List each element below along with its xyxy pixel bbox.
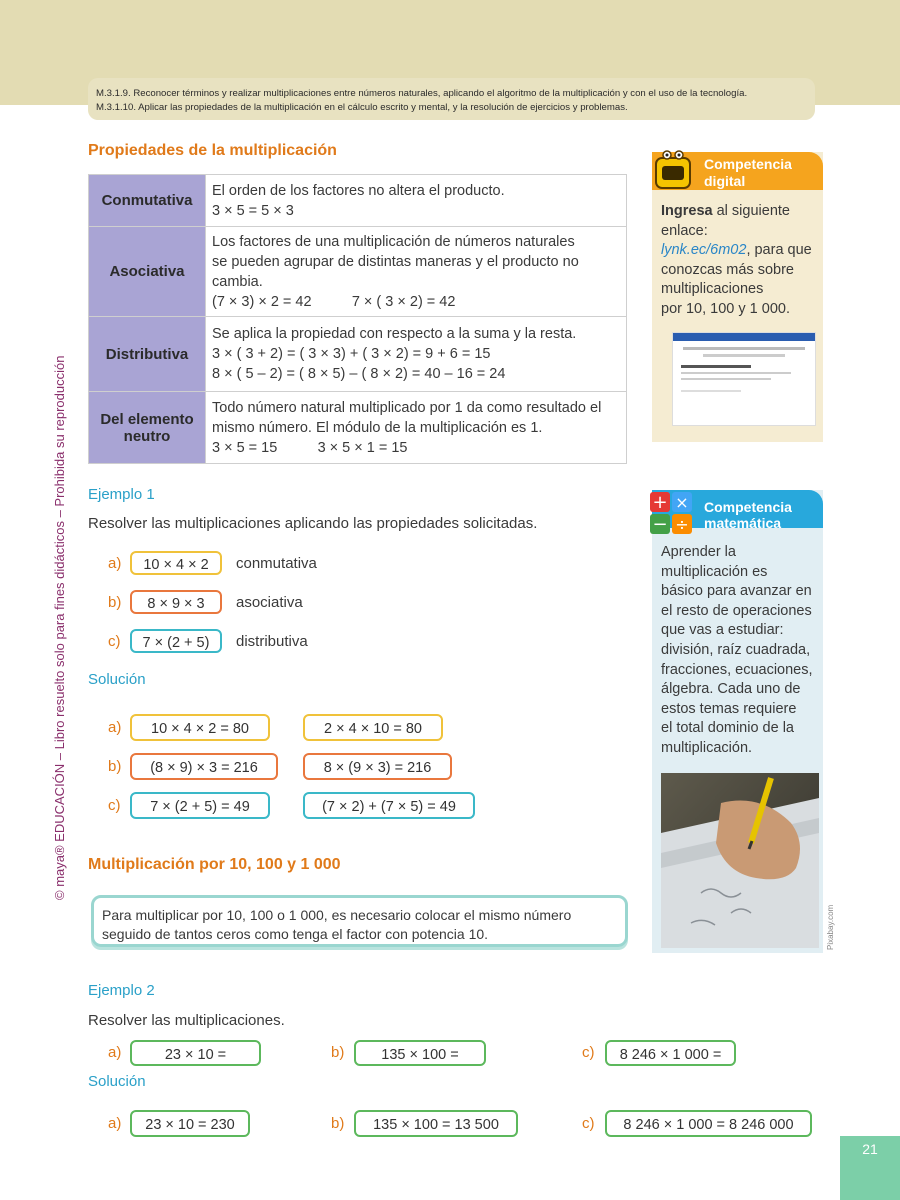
callout-line: Para multiplicar por 10, 100 o 1 000, es necesario colocar el mismo número (102, 907, 572, 923)
expr-box: 7 × (2 + 5) (130, 629, 222, 653)
desc-line: 3 × 5 = 15 3 × 5 × 1 = 15 (212, 439, 408, 456)
property-hint: asociativa (236, 594, 303, 611)
section-title-properties: Propiedades de la multiplicación (88, 142, 337, 159)
card-digital-line: multiplicaciones (661, 281, 764, 297)
solution-box: 8 × (9 × 3) = 216 (303, 753, 452, 780)
hand-writing-photo (661, 773, 819, 948)
property-description (206, 317, 627, 392)
property-description (206, 392, 627, 464)
example1-title: Ejemplo 1 (88, 486, 155, 503)
solution1-title: Solución (88, 671, 146, 688)
callout-line: seguido de tantos ceros como tenga el factor con potencia 10. (102, 926, 489, 942)
svg-text:+: + (652, 492, 668, 513)
solution-box: 2 × 4 × 10 = 80 (303, 714, 443, 741)
card-digital-text: , para que (746, 242, 812, 258)
card-math-title-2: matemática (704, 515, 782, 531)
desc-line: mismo número. El módulo de la multiplicación es 1. (212, 419, 543, 436)
expr-box: 10 × 4 × 2 (130, 551, 222, 575)
desc-line: Los factores de una multiplicación de números naturales (212, 233, 575, 250)
objective-2: M.3.1.10. Aplicar las propiedades de la multiplicación en el cálculo escrito y mental, y la resolución de ejercicios y problemas. (96, 102, 628, 113)
card-digital-competence (652, 152, 823, 442)
svg-text:×: × (675, 493, 689, 512)
table-row (89, 317, 627, 392)
solution-box: 10 × 4 × 2 = 80 (130, 714, 270, 741)
card-math-line: Aprender la (661, 544, 736, 560)
card-digital-line: por 10, 100 y 1 000. (661, 301, 790, 317)
card-digital-line (661, 202, 790, 222)
section-title-mult-10: Multiplicación por 10, 100 y 1 000 (88, 856, 341, 873)
card-digital-link[interactable]: lynk.ec/6m02 (661, 242, 747, 258)
card-math-line: básico para avanzar en (661, 583, 812, 600)
card-digital-bold: Ingresa (661, 203, 713, 219)
properties-table (88, 174, 627, 464)
math-symbols-icon (648, 490, 698, 538)
item-label: a) (108, 1115, 122, 1132)
card-math-line: estos temas requiere (661, 700, 797, 717)
card-math-line: multiplicación. (661, 739, 753, 756)
item-label: c) (108, 797, 121, 814)
desc-line: 8 × ( 5 – 2) = ( 8 × 5) – ( 8 × 2) = 40 – 16 = 24 (212, 366, 506, 382)
photo-credit-text: Pixabay.com (826, 904, 835, 950)
card-math-competence (652, 490, 835, 953)
card-math-line: el total dominio de la (661, 720, 794, 737)
item-label: a) (108, 555, 122, 572)
solution-box: 7 × (2 + 5) = 49 (130, 792, 270, 819)
item-label: a) (108, 719, 122, 736)
table-row (89, 175, 627, 227)
card-digital-text: al siguiente (712, 203, 790, 219)
item-label: b) (331, 1044, 345, 1061)
table-row (89, 227, 627, 317)
rule-callout (91, 895, 628, 947)
solution-box: (8 × 9) × 3 = 216 (130, 753, 278, 780)
property-name: Asociativa (89, 227, 206, 317)
solution-box: 8 246 × 1 000 = 8 246 000 (605, 1110, 812, 1137)
sidebar-copyright (50, 320, 74, 900)
solution2-title: Solución (88, 1073, 146, 1090)
item-label: b) (331, 1115, 345, 1132)
robot-icon (648, 148, 698, 192)
property-name: Distributiva (89, 317, 206, 392)
card-digital-line (661, 241, 812, 261)
item-label: a) (108, 1044, 122, 1061)
example1-statement: Resolver las multiplicaciones aplicando las propiedades solicitadas. (88, 515, 538, 532)
card-digital-title-2: digital (704, 173, 746, 189)
example2-statement: Resolver las multiplicaciones. (88, 1012, 285, 1029)
card-digital-title-1: Competencia (704, 156, 792, 172)
desc-line: (7 × 3) × 2 = 42 7 × ( 3 × 2) = 42 (212, 293, 456, 310)
expr-box: 135 × 100 = (354, 1040, 486, 1066)
desc-line: Todo número natural multiplicado por 1 da como resultado el (212, 399, 602, 416)
desc-line: cambia. (212, 273, 263, 290)
item-label: c) (582, 1115, 595, 1132)
property-hint: conmutativa (236, 555, 317, 572)
expr-box: 8 × 9 × 3 (130, 590, 222, 614)
card-math-line: división, raíz cuadrada, (661, 641, 811, 658)
card-digital-line: conozcas más sobre (661, 262, 794, 278)
card-math-text (661, 543, 813, 759)
property-name: Del elemento neutro (89, 392, 206, 464)
desc-line: se pueden agrupar de distintas maneras y el producto no (212, 253, 579, 270)
desc-line: El orden de los factores no altera el producto. (212, 182, 505, 199)
property-name: Conmutativa (89, 175, 206, 227)
solution-box: 23 × 10 = 230 (130, 1110, 250, 1137)
expr-box: 23 × 10 = (130, 1040, 261, 1066)
svg-text:÷: ÷ (675, 515, 689, 534)
item-label: b) (108, 758, 122, 775)
solution-box: (7 × 2) + (7 × 5) = 49 (303, 792, 475, 819)
desc-line: 3 × ( 3 + 2) = ( 3 × 3) + ( 3 × 2) = 9 + 6 = 15 (212, 346, 491, 362)
property-description (206, 175, 627, 227)
card-math-line: que vas a estudiar: (661, 622, 784, 639)
sidebar-copyright-text: © maya® EDUCACIÓN – Libro resuelto solo para fines didácticos – Prohibida su reproducción (52, 355, 67, 900)
item-label: b) (108, 594, 122, 611)
expr-box: 8 246 × 1 000 = (605, 1040, 736, 1066)
solution-box: 135 × 100 = 13 500 (354, 1110, 518, 1137)
card-digital-line: enlace: (661, 223, 708, 239)
card-math-line: multiplicación es (661, 563, 768, 580)
website-screenshot-image (672, 332, 816, 426)
svg-text:−: − (652, 514, 668, 535)
property-hint: distributiva (236, 633, 308, 650)
table-row (89, 392, 627, 464)
item-label: c) (582, 1044, 595, 1061)
property-description (206, 227, 627, 317)
card-math-title-1: Competencia (704, 499, 792, 515)
desc-line: Se aplica la propiedad con respecto a la suma y la resta. (212, 326, 577, 342)
item-label: c) (108, 633, 121, 650)
page-number: 21 (840, 1136, 900, 1200)
card-math-line: el resto de operaciones (661, 602, 812, 619)
example2-title: Ejemplo 2 (88, 982, 155, 999)
photo-credit (826, 890, 840, 950)
card-math-line: álgebra. Cada uno de (661, 681, 801, 698)
objective-1: M.3.1.9. Reconocer términos y realizar multiplicaciones entre números naturales, aplicando el algoritmo de la multiplicación y con el uso de la tecnología. (96, 88, 748, 99)
desc-line: 3 × 5 = 5 × 3 (212, 202, 294, 219)
objectives-box (88, 78, 815, 120)
card-math-line: fracciones, ecuaciones, (661, 661, 813, 678)
